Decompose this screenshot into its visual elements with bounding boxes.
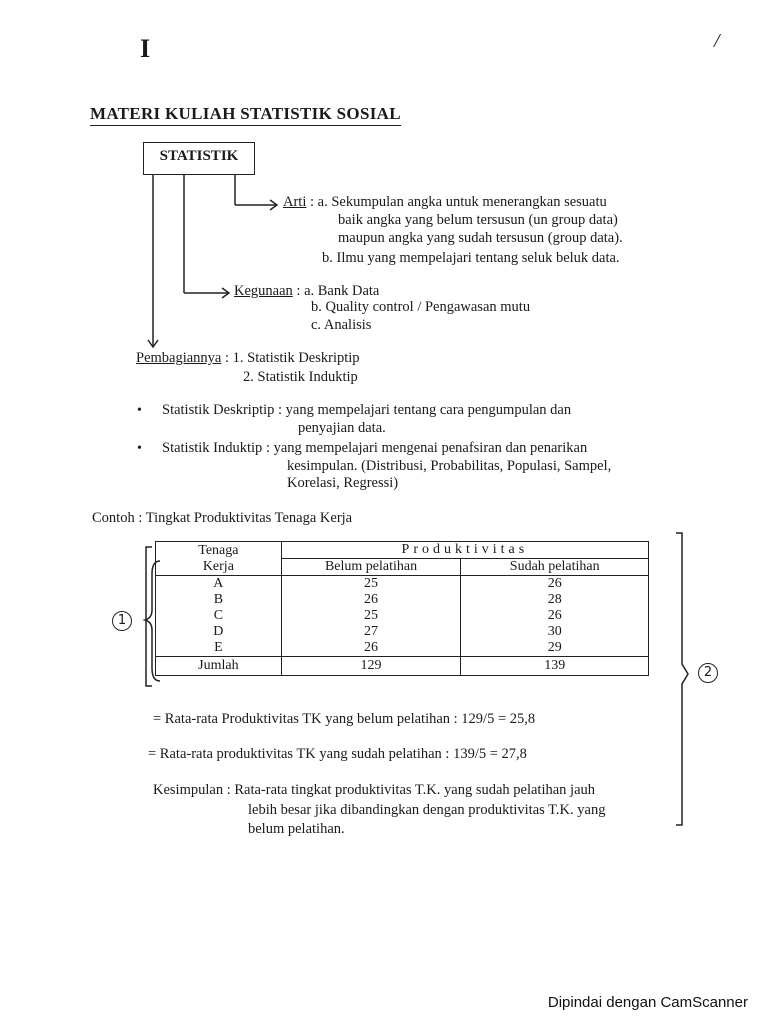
arti-a1-text: a. Sekumpulan angka untuk menerangkan sesuatu [317, 194, 607, 210]
table-cell-name: B [156, 592, 282, 608]
kegunaan-a-text: a. Bank Data [304, 283, 380, 299]
table-cell-name: D [156, 624, 282, 640]
table-header-belum: Belum pelatihan [281, 559, 461, 576]
pembagian-item-2: 2. Statistik Induktip [243, 369, 358, 385]
arti-label: Arti [283, 194, 307, 210]
table-cell-belum: 26 [281, 592, 461, 608]
rata-rata-sudah: = Rata-rata produktivitas TK yang sudah pelatihan : 139/5 = 27,8 [148, 746, 527, 762]
kegunaan-line-b: b. Quality control / Pengawasan mutu [311, 299, 531, 315]
table-cell-name: E [156, 640, 282, 657]
document-title: MATERI KULIAH STATISTIK SOSIAL [90, 104, 401, 126]
circled-number-1: 1 [112, 611, 132, 631]
statistik-box: STATISTIK [143, 142, 255, 175]
kegunaan-line-c: c. Analisis [311, 317, 372, 333]
arti-separator: : [306, 194, 318, 210]
kesimpulan-label: Kesimpulan : [153, 782, 235, 798]
table-cell-belum: 26 [281, 640, 461, 657]
pembagian-item-1: 1. Statistik Deskriptip [232, 350, 360, 366]
kegunaan-separator: : [292, 283, 305, 299]
table-cell-name: C [156, 608, 282, 624]
bullet-2-term: Statistik Induktip [162, 440, 263, 456]
table-cell-sudah: 26 [461, 576, 649, 593]
arti-line-a2: baik angka yang belum tersusun (un group data) [338, 212, 618, 228]
table-header-kerja: Kerja [202, 558, 234, 574]
bullet-1-term: Statistik Deskriptip [162, 402, 275, 418]
bullet-dot-1: • [137, 403, 142, 418]
table-cell-sudah: 30 [461, 624, 649, 640]
page-mark-left: I [140, 34, 151, 63]
table-cell-belum: 27 [281, 624, 461, 640]
table-total-label: Jumlah [156, 657, 282, 676]
bullet-1-line2: penyajian data. [298, 420, 386, 436]
page-mark-right: / [714, 30, 720, 52]
table-header-sudah: Sudah pelatihan [461, 559, 649, 576]
arti-line-b: b. Ilmu yang mempelajari tentang seluk beluk data. [322, 250, 620, 266]
table-cell-name: A [156, 576, 282, 593]
bullet-2-line2: kesimpulan. (Distribusi, Probabilitas, Populasi, Sampel, [287, 458, 612, 474]
table-total-sudah: 139 [461, 657, 649, 676]
bullet-2-def: : yang mempelajari mengenai penafsiran dan penarikan [262, 440, 588, 456]
table-header-produktivitas: Produktivitas [281, 542, 648, 559]
pembagian-separator: : [221, 350, 233, 366]
scanner-watermark: Dipindai dengan CamScanner [547, 994, 748, 1011]
kesimpulan-text-1: Rata-rata tingkat produktivitas T.K. yang sudah pelatihan jauh [234, 782, 596, 798]
table-cell-sudah: 29 [461, 640, 649, 657]
table-cell-sudah: 26 [461, 608, 649, 624]
table-cell-belum: 25 [281, 608, 461, 624]
pembagian-label: Pembagiannya [136, 350, 222, 366]
bullet-2-line3: Korelasi, Regressi) [287, 475, 399, 491]
table-header-tenaga: Tenaga [198, 542, 239, 558]
kesimpulan-line-1 [153, 782, 595, 799]
table-cell-sudah: 28 [461, 592, 649, 608]
table-total-belum: 129 [281, 657, 461, 676]
kegunaan-label: Kegunaan [234, 283, 293, 299]
contoh-heading: Contoh : Tingkat Produktivitas Tenaga Kerja [92, 510, 353, 526]
bullet-1-def: : yang mempelajari tentang cara pengumpulan dan [274, 402, 572, 418]
kesimpulan-line-3: belum pelatihan. [248, 821, 345, 837]
circled-number-2: 2 [698, 663, 718, 683]
table-cell-belum: 25 [281, 576, 461, 593]
rata-rata-belum: = Rata-rata Produktivitas TK yang belum pelatihan : 129/5 = 25,8 [153, 711, 536, 727]
arti-line-a3: maupun angka yang sudah tersusun (group data). [338, 230, 623, 246]
bullet-dot-2: • [137, 441, 142, 456]
kesimpulan-line-2: lebih besar jika dibandingkan dengan produktivitas T.K. yang [248, 802, 606, 818]
